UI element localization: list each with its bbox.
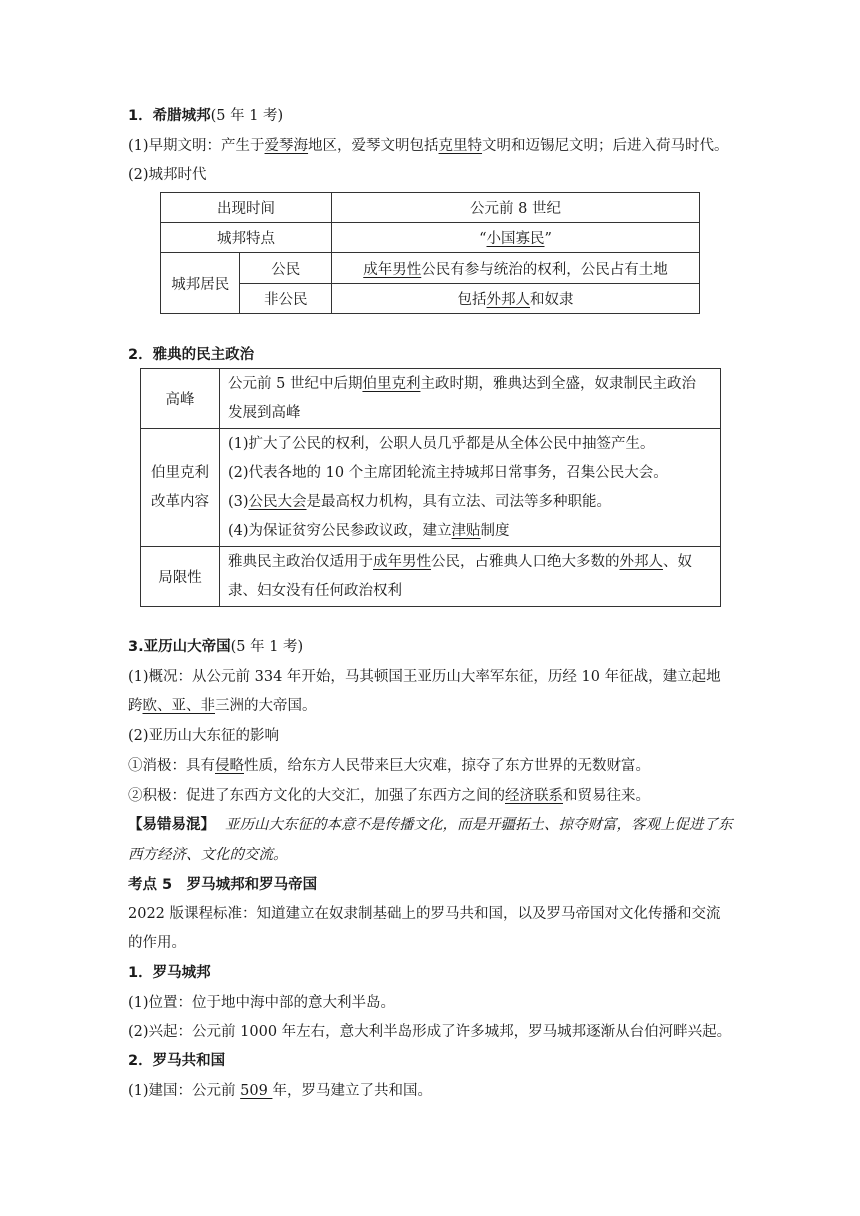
row-value: 包括外邦人和奴隶 [332, 284, 700, 314]
row-value: “小国寡民” [332, 223, 700, 253]
rise-paragraph: (2)兴起：公元前 1000 年左右，意大利半岛形成了许多城邦，罗马城邦逐渐从台伯河畔兴起。 [128, 1024, 732, 1040]
row-label: 高峰 [141, 369, 220, 429]
row-label: 公民 [240, 253, 332, 284]
overview-paragraph: (1)概况：从公元前 334 年开始，马其顿国王亚历山大率军东征，历经 10 年征战，建立起地 [128, 669, 721, 685]
residents-group-label: 城邦居民 [161, 253, 240, 314]
curriculum-standard: 2022 版课程标准：知道建立在奴隶制基础上的罗马共和国，以及罗马帝国对文化传播和交流 [128, 906, 721, 922]
list-item: (1)扩大了公民的权利，公职人员几乎都是从全体公民中抽签产生。 [228, 435, 655, 452]
founding-paragraph: (1)建国：公元前 509 年，罗马建立了共和国。 [128, 1083, 432, 1099]
row-label: 伯里克利 改革内容 [141, 429, 220, 547]
list-item: (4)为保证贫穷公民参政议政，建立津贴制度 [228, 522, 510, 539]
list-item: (2)代表各地的 10 个主席团轮流主持城邦日常事务，召集公民大会。 [228, 464, 668, 481]
table-row [141, 547, 721, 607]
table-row [161, 253, 700, 284]
table-row [161, 193, 700, 223]
negative-influence: ①消极：具有侵略性质，给东方人民带来巨大灾难，掠夺了东方世界的无数财富。 [128, 758, 650, 774]
row-value: 雅典民主政治仅适用于成年男性公民，占雅典人口绝大多数的外邦人、奴 隶、妇女没有任何政治权利 [220, 547, 721, 607]
early-civilization-paragraph: (1)早期文明：产生于爱琴海地区，爱琴文明包括克里特文明和迈锡尼文明；后进入荷马时代。 [128, 138, 729, 154]
city-state-era-label: (2)城邦时代 [128, 167, 207, 183]
table-row [141, 429, 721, 547]
athens-table [140, 368, 721, 607]
tip-box-line1: 【易错易混】 亚历山大东征的本意不是传播文化，而是开疆拓土、掠夺财富，客观上促进了东 [128, 817, 733, 833]
location-paragraph: (1)位置：位于地中海中部的意大利半岛。 [128, 995, 396, 1011]
athens-democracy-heading: 2．雅典的民主政治 [128, 347, 255, 363]
roman-city-state-heading: 1．罗马城邦 [128, 965, 211, 981]
tip-label: 【易错易混】 [128, 817, 215, 833]
alexander-empire-heading: 3.亚历山大帝国(5 年 1 考) [128, 639, 304, 655]
tip-box-line2: 西方经济、文化的交流。 [128, 847, 288, 863]
kaodian-heading: 考点 5 罗马城邦和罗马帝国 [128, 877, 318, 893]
roman-republic-heading: 2．罗马共和国 [128, 1053, 226, 1069]
curriculum-standard-cont: 的作用。 [128, 935, 186, 951]
table-row [161, 223, 700, 253]
section-greek-city-state-heading: 1．希腊城邦(5 年 1 考) [128, 108, 284, 124]
row-value: 公元前 8 世纪 [332, 193, 700, 223]
row-label: 局限性 [141, 547, 220, 607]
table-row [141, 369, 721, 429]
influence-label: (2)亚历山大东征的影响 [128, 728, 280, 744]
list-item: (3)公民大会是最高权力机构，具有立法、司法等多种职能。 [228, 493, 612, 510]
row-value [220, 429, 721, 547]
row-label: 城邦特点 [161, 223, 332, 253]
overview-paragraph-cont: 跨欧、亚、非三洲的大帝国。 [128, 698, 317, 714]
positive-influence: ②积极：促进了东西方文化的大交汇，加强了东西方之间的经济联系和贸易往来。 [128, 788, 650, 804]
row-label: 出现时间 [161, 193, 332, 223]
table-row [161, 284, 700, 314]
city-state-table [160, 192, 700, 314]
row-value: 公元前 5 世纪中后期伯里克利主政时期，雅典达到全盛，奴隶制民主政治 发展到高峰 [220, 369, 721, 429]
row-value: 成年男性公民有参与统治的权利，公民占有土地 [332, 253, 700, 284]
row-label: 非公民 [240, 284, 332, 314]
